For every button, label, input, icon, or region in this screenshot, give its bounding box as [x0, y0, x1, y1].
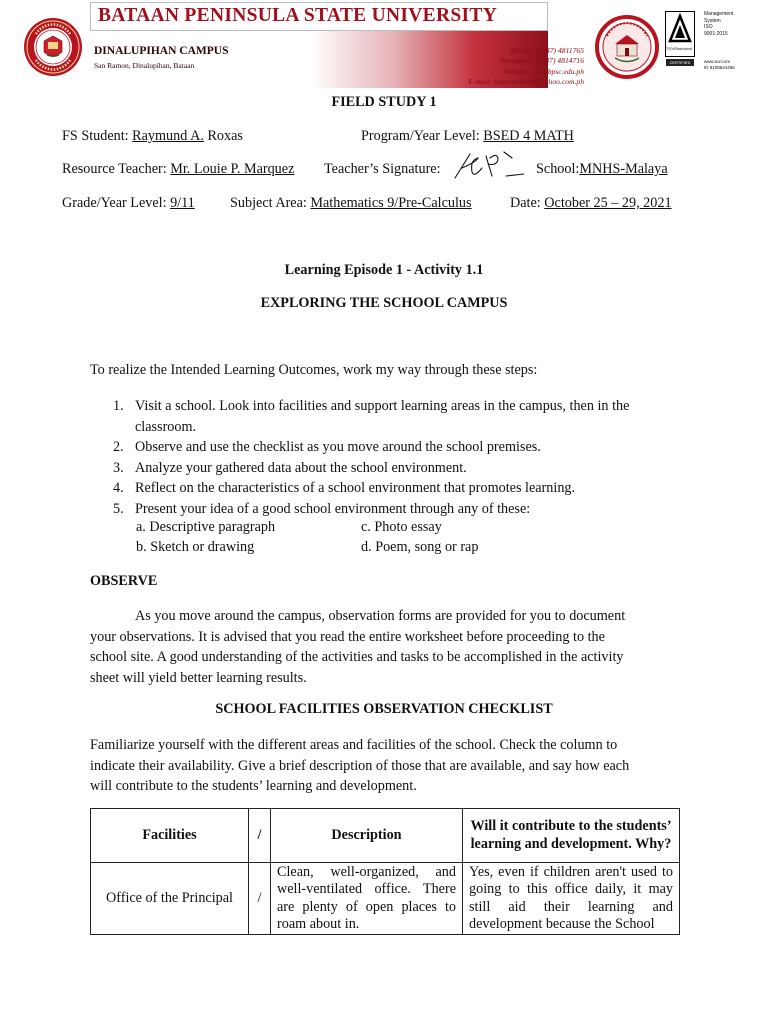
cert-url	[704, 59, 735, 70]
contact-email: E-mail: bstpensstateu@yahoo.com.ph	[468, 76, 584, 86]
teacher-signature-label: Teacher’s Signature:	[324, 161, 441, 177]
header-facilities: Facilities	[91, 809, 249, 863]
fs-student-row	[62, 128, 243, 145]
date-label: Date:	[510, 195, 541, 211]
paragraph-line: sheet will yield better learning results.	[90, 669, 307, 686]
fs-student-last-name: Roxas	[207, 128, 243, 144]
fs-student-first-name: Raymund A.	[132, 128, 204, 144]
option-c: c. Photo essay	[361, 519, 442, 535]
grade-value: 9/11	[170, 195, 195, 211]
list-item	[113, 478, 629, 499]
resource-teacher-label: Resource Teacher:	[62, 161, 167, 177]
cert-url-line: www.tuv.com	[704, 59, 731, 64]
fs-student-label: FS Student:	[62, 128, 129, 144]
observe-paragraph	[90, 606, 625, 688]
step-text: classroom.	[135, 418, 197, 435]
step-number: 4.	[113, 480, 124, 497]
certified-badge: CERTIFIED	[666, 59, 694, 66]
step-number: 5.	[113, 500, 124, 517]
contact-info	[420, 46, 584, 87]
contact-telefax: Telefax: (6347) 4811765	[509, 46, 584, 55]
iso-certification-badge	[665, 11, 737, 73]
step-text: Present your idea of a good school environment through any of these:	[135, 500, 531, 517]
date-value: October 25 – 29, 2021	[544, 195, 672, 211]
header-description: Description	[271, 809, 463, 863]
teacher-signature	[452, 148, 524, 182]
subject-value: Mathematics 9/Pre-Calculus	[310, 195, 472, 211]
paragraph-line: Familiarize yourself with the different areas and facilities of the school. Check the column to	[90, 737, 618, 753]
option-d: d. Poem, song or rap	[361, 539, 479, 555]
paragraph-line: indicate their availability. Give a brief description of those that are available, and say how each	[90, 757, 630, 774]
description-cell: Clean, well-organized, and well-ventilated office. There are plenty of open places to roam about in.	[271, 863, 463, 935]
step-number: 2.	[113, 439, 124, 456]
cert-label-line: ISO 9001:2015	[704, 24, 728, 37]
episode-heading: Learning Episode 1 - Activity 1.1	[284, 262, 484, 278]
school-value: MNHS-Malaya	[579, 161, 668, 177]
program-label: Program/Year Level:	[361, 128, 480, 144]
step-number: 3.	[113, 459, 124, 476]
intro-paragraph: To realize the Intended Learning Outcomes, work my way through these steps:	[90, 362, 538, 378]
list-item	[113, 437, 629, 458]
university-name: BATAAN PENINSULA STATE UNIVERSITY	[98, 5, 498, 26]
campus-seal-logo	[595, 8, 659, 86]
step-text: Analyze your gathered data about the school environment.	[135, 459, 467, 476]
observe-heading: OBSERVE	[90, 573, 158, 589]
cert-label-line: Management	[704, 11, 734, 17]
paragraph-line: will contribute to the students’ learning and development.	[90, 778, 417, 795]
header-check: /	[249, 809, 271, 863]
checklist-title: SCHOOL FACILITIES OBSERVATION CHECKLIST	[215, 701, 553, 717]
subject-row	[230, 195, 472, 212]
step-text: Observe and use the checklist as you move around the school premises.	[135, 439, 541, 456]
cert-label	[704, 11, 737, 37]
paragraph-line: school site. A good understanding of the activities and tasks to be accomplished in the activity	[90, 649, 624, 666]
header-contribution: Will it contribute to the students’ learning and development. Why?	[463, 809, 680, 863]
steps-list	[113, 396, 629, 520]
school-row	[536, 161, 668, 178]
list-item	[113, 458, 629, 479]
resource-teacher-row	[62, 161, 294, 178]
resource-teacher-value: Mr. Louie P. Marquez	[170, 161, 295, 177]
document-title: FIELD STUDY 1	[331, 94, 437, 110]
table-row	[91, 863, 680, 935]
cert-url-line: ID 9108644456	[704, 64, 735, 70]
paragraph-line: As you move around the campus, observation forms are provided for you to document	[135, 608, 626, 624]
list-item	[113, 396, 629, 437]
university-seal-logo	[22, 8, 84, 86]
contact-website: Website: www.bpsc.edu.ph	[503, 66, 584, 76]
option-b: b. Sketch or drawing	[136, 539, 255, 555]
episode-title: EXPLORING THE SCHOOL CAMPUS	[260, 295, 508, 311]
cert-body-name: TÜVRheinland	[666, 46, 693, 51]
contribution-cell: Yes, even if children aren't used to going to this office daily, it may still aid their learning and development because the School	[463, 863, 680, 935]
program-row	[361, 128, 574, 145]
table-header-row	[91, 809, 680, 863]
contact-telephone: Telephone: (6347) 4814716	[499, 56, 584, 66]
familiarize-paragraph	[90, 735, 629, 797]
list-item	[113, 499, 629, 520]
grade-row	[62, 195, 195, 212]
facility-cell: Office of the Principal	[91, 863, 249, 935]
check-cell: /	[249, 863, 271, 935]
facilities-checklist-table	[90, 808, 680, 935]
option-a: a. Descriptive paragraph	[136, 519, 276, 535]
step-text: Visit a school. Look into facilities and support learning areas in the campus, then in the	[135, 398, 630, 414]
step-number: 1.	[113, 398, 124, 414]
cert-label-line: System	[704, 17, 721, 24]
school-label: School:	[536, 161, 580, 177]
step-text: Reflect on the characteristics of a school environment that promotes learning.	[135, 480, 576, 497]
paragraph-line: your observations. It is advised that you read the entire worksheet before proceeding to the	[90, 628, 605, 645]
campus-address: San Ramon, Dinalupihan, Bataan	[94, 61, 195, 70]
subject-label: Subject Area:	[230, 195, 307, 211]
campus-name: DINALUPIHAN CAMPUS	[94, 45, 229, 57]
date-row	[510, 195, 672, 212]
grade-label: Grade/Year Level:	[62, 195, 167, 211]
program-value: BSED 4 MATH	[483, 128, 574, 144]
